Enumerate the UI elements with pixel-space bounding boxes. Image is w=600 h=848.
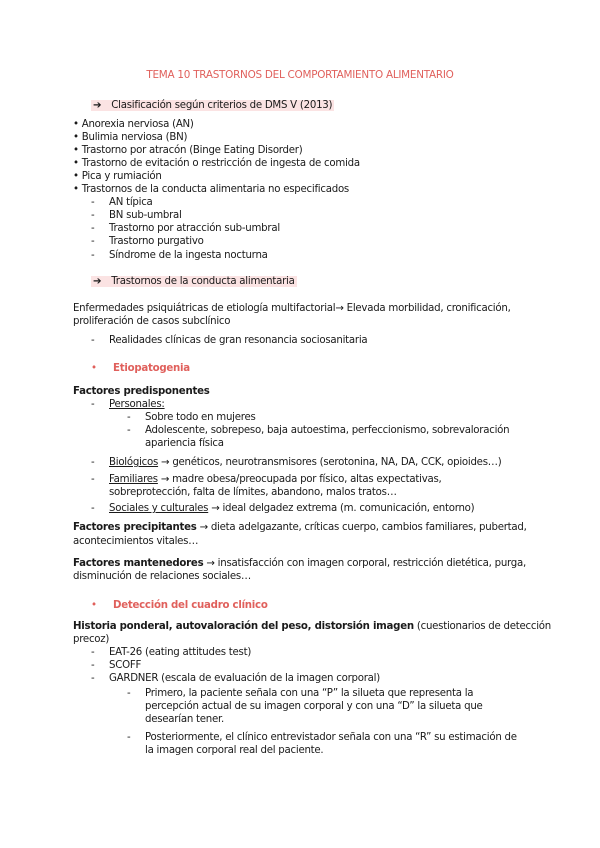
sub-dash-item: - Sobre todo en mujeres bbox=[127, 412, 256, 423]
continuation-line: sobreprotección, falta de límites, abandono, malos tratos… bbox=[109, 487, 397, 498]
arrow-icon: ➔ bbox=[93, 100, 102, 111]
sub-list-item: - Trastorno purgativo bbox=[91, 236, 204, 247]
paragraph-line: acontecimientos vitales… bbox=[73, 536, 199, 547]
page-title: TEMA 10 TRASTORNOS DEL COMPORTAMIENTO ALIMENTARIO bbox=[146, 69, 454, 81]
sub-list-item: - BN sub-umbral bbox=[91, 210, 182, 221]
continuation-line: percepción actual de su imagen corporal y con una “D” la silueta que bbox=[145, 701, 483, 712]
sub-dash-item: - Adolescente, sobrepeso, baja autoestima, perfeccionismo, sobrevaloración bbox=[127, 425, 510, 436]
dash-item: - EAT-26 (eating attitudes test) bbox=[91, 647, 252, 658]
sub-list-item: - Síndrome de la ingesta nocturna bbox=[91, 250, 268, 261]
sub-list-item: - AN típica bbox=[91, 197, 153, 208]
sub-list-item: - Trastorno por atracción sub-umbral bbox=[91, 223, 280, 234]
arrow-icon: ➔ bbox=[93, 276, 102, 287]
list-item: • Bulimia nerviosa (BN) bbox=[73, 132, 188, 143]
highlight bbox=[91, 100, 334, 111]
section-heading-clasificacion bbox=[91, 99, 334, 112]
subheading: Factores predisponentes bbox=[73, 386, 210, 397]
section-heading-etiopatogenia: • Etiopatogenia bbox=[91, 363, 190, 374]
section-heading-tca bbox=[91, 275, 297, 288]
continuation-line: apariencia física bbox=[145, 438, 224, 449]
paragraph-line: Factores precipitantes → dieta adelgazante, críticas cuerpo, cambios familiares, pubertad, bbox=[73, 522, 527, 533]
dash-item: - Personales: bbox=[91, 399, 165, 410]
continuation-line: la imagen corporal real del paciente. bbox=[145, 745, 324, 756]
dash-item: - Realidades clínicas de gran resonancia sociosanitaria bbox=[91, 335, 368, 346]
sub-dash-item: - Primero, la paciente señala con una “P” la silueta que representa la bbox=[127, 688, 474, 699]
dash-item: - SCOFF bbox=[91, 660, 142, 671]
bullet-icon: • bbox=[91, 363, 97, 374]
sub-dash-item: - Posteriormente, el clínico entrevistador señala con una “R” su estimación de bbox=[127, 732, 517, 743]
list-item: • Trastornos de la conducta alimentaria no especificados bbox=[73, 184, 349, 195]
highlight bbox=[91, 276, 297, 287]
list-item: • Anorexia nerviosa (AN) bbox=[73, 119, 194, 130]
dash-item: - Sociales y culturales → ideal delgadez extrema (m. comunicación, entorno) bbox=[91, 503, 475, 514]
section-heading-deteccion: • Detección del cuadro clínico bbox=[91, 600, 268, 611]
continuation-line: desearían tener. bbox=[145, 714, 224, 725]
list-item: • Trastorno por atracón (Binge Eating Disorder) bbox=[73, 145, 303, 156]
paragraph-line: proliferación de casos subclínico bbox=[73, 316, 231, 327]
paragraph-line: Historia ponderal, autovaloración del peso, distorsión imagen (cuestionarios de detección bbox=[73, 621, 551, 632]
dash-item: - GARDNER (escala de evaluación de la imagen corporal) bbox=[91, 673, 380, 684]
list-item: • Pica y rumiación bbox=[73, 171, 162, 182]
heading-text: Clasificación según criterios de DMS V (2013) bbox=[111, 100, 333, 111]
dash-item: - Biológicos → genéticos, neurotransmisores (serotonina, NA, DA, CCK, opioides…) bbox=[91, 457, 502, 468]
bullet-icon: • bbox=[91, 600, 97, 611]
paragraph-line: Enfermedades psiquiátricas de etiología multifactorial→ Elevada morbilidad, cronificación, bbox=[73, 303, 511, 314]
list-item: • Trastorno de evitación o restricción de ingesta de comida bbox=[73, 158, 360, 169]
paragraph-line: disminución de relaciones sociales… bbox=[73, 571, 251, 582]
dash-item: - Familiares → madre obesa/preocupada por físico, altas expectativas, bbox=[91, 474, 442, 485]
paragraph-line: Factores mantenedores → insatisfacción con imagen corporal, restricción dietética, purga, bbox=[73, 558, 526, 569]
heading-text: Trastornos de la conducta alimentaria bbox=[111, 276, 295, 287]
paragraph-line: precoz) bbox=[73, 634, 110, 645]
